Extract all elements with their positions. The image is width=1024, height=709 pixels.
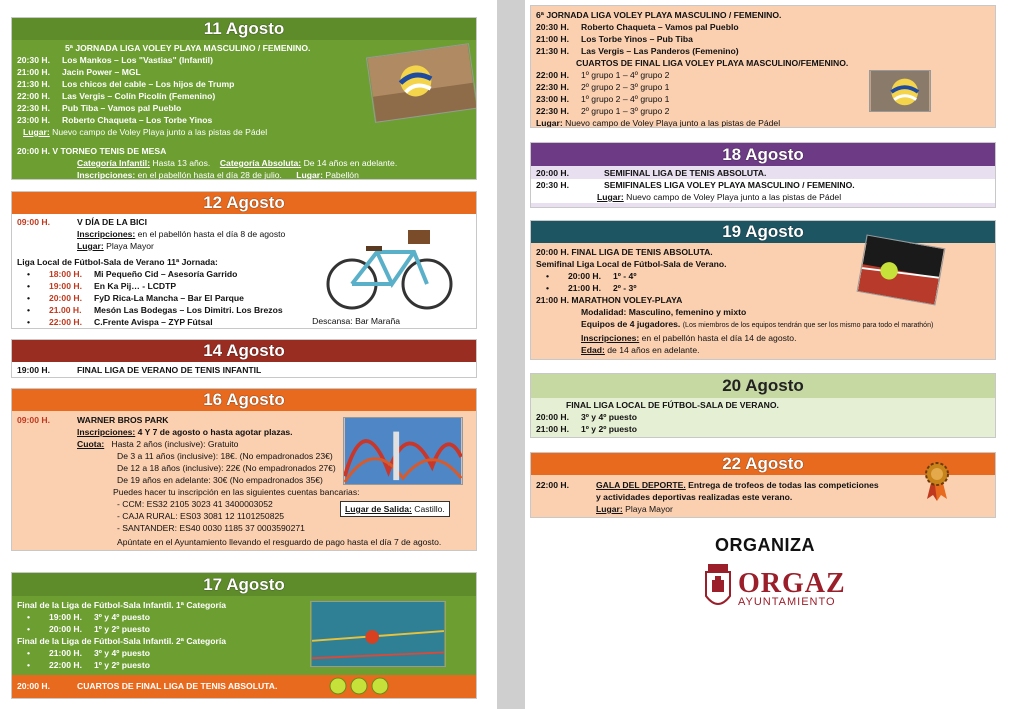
item-text: Roberto Chaqueta – Los Torbe Yinos: [62, 115, 213, 125]
match-row: [536, 45, 990, 57]
item-text: 2º - 3º: [613, 283, 637, 293]
gala-text2: y actividades deportivas realizadas este verano.: [596, 492, 793, 502]
item-time: 21.00 H.: [49, 305, 82, 315]
edad-label: Edad:: [581, 345, 605, 355]
section-20-agosto: [530, 373, 996, 438]
cuota-label: Cuota:: [77, 439, 105, 449]
section-16-agosto: [11, 388, 477, 551]
item-time: 22:00 H.: [536, 70, 569, 80]
item-time: 22:00 H.: [49, 660, 82, 670]
item-time: 21:30 H.: [17, 79, 50, 89]
event-title: WARNER BROS PARK: [77, 415, 169, 425]
salida-value: Castillo.: [414, 504, 445, 514]
r1: 20:00 H. FINAL LIGA DE TENIS ABSOLUTA.: [536, 247, 713, 257]
cat-abs: De 14 años en adelante.: [303, 158, 398, 168]
cuartos-title: CUARTOS DE FINAL LIGA VOLEY PLAYA MASCULINO/FEMENINO.: [576, 58, 849, 68]
item-text: Mesón Las Bodegas – Los Dimitri. Los Brezos: [94, 305, 283, 315]
insc-label: Inscripciones:: [77, 427, 136, 437]
section-17-agosto: [11, 572, 477, 699]
cuota-value: Hasta 2 años (inclusive): Gratuito: [111, 439, 239, 449]
item-time: 23:00 H.: [536, 94, 569, 104]
item-text: 2º grupo 1 – 3º grupo 2: [581, 106, 670, 116]
list-item: De 19 años en adelante: 30€ (No empadronados 35€): [117, 475, 323, 485]
orgaz-logo-name: ORGAZ: [738, 568, 846, 599]
section-18-agosto: [530, 142, 996, 208]
cat2-title: Final de la Liga de Fútbol-Sala Infantil. 2ª Categoría: [17, 636, 226, 646]
item-time: 21:00 H.: [568, 283, 601, 293]
item-text: 1º y 2º puesto: [581, 424, 637, 434]
insc-value: en el pabellón hasta el día 28 de julio.: [137, 170, 282, 180]
r1-time: 20:00 H.: [536, 168, 569, 178]
item-text: 1º grupo 2 – 4º grupo 1: [581, 94, 670, 104]
lugar2-label: Lugar:: [296, 170, 324, 180]
lugar-label: Lugar:: [23, 127, 50, 137]
sub-title: FINAL LIGA LOCAL DE FÚTBOL-SALA DE VERANO.: [566, 400, 779, 410]
item-text: Pub Tiba – Vamos pal Pueblo: [62, 103, 182, 113]
bicycle-image: [322, 222, 457, 314]
item-text: 3º y 4º puesto: [94, 612, 150, 622]
match-row: [536, 411, 990, 423]
lugar-value: Playa Mayor: [106, 241, 154, 251]
item-text: Las Vergis – Colín Picolín (Femenino): [62, 91, 216, 101]
list-item: - CCM: ES32 2105 3023 41 3400003052: [117, 499, 273, 509]
event-time: 19:00 H.: [17, 365, 50, 375]
equipos: Equipos de 4 jugadores.: [581, 319, 681, 329]
volleyball-sand-image: [366, 43, 477, 123]
edad-value: de 14 años en adelante.: [607, 345, 700, 355]
jornada-title: 6ª JORNADA LIGA VOLEY PLAYA MASCULINO / FEMENINO.: [536, 10, 782, 20]
section-title: 20 Agosto: [531, 374, 995, 398]
item-text: FyD Rica-La Mancha – Bar El Parque: [94, 293, 244, 303]
equipos-note: (Los miembros de los equipos tendrán que ser los mismo para todo el marathón): [682, 322, 934, 329]
medal-icon: [923, 461, 951, 501]
item-time: 20:00 H.: [568, 271, 601, 281]
section-11-agosto: [11, 17, 477, 180]
organiza-label: ORGANIZA: [715, 535, 815, 555]
tenis-time: 20:00 H.: [17, 681, 50, 691]
item-time: 20:00 H.: [49, 293, 82, 303]
cat-inf-label: Categoría Infantil:: [77, 158, 151, 168]
insc-label: Inscripciones:: [581, 333, 640, 343]
lugar-label: Lugar:: [597, 192, 624, 202]
insc-value: 4 Y 7 de agosto o hasta agotar plazas.: [137, 427, 293, 437]
section-12-agosto: [11, 191, 477, 329]
cat-inf: Hasta 13 años.: [152, 158, 211, 168]
banks-intro: Puedes hacer tu inscripción en las siguientes cuentas bancarias:: [113, 487, 360, 497]
section-title: 22 Agosto: [531, 453, 995, 475]
section-title: 19 Agosto: [531, 221, 995, 243]
orgaz-logo-sub: AYUNTAMIENTO: [738, 596, 836, 608]
section-title: 12 Agosto: [12, 192, 476, 214]
match-row: [536, 33, 990, 45]
section-title: 14 Agosto: [12, 340, 476, 362]
bici-time: 09:00 H.: [17, 217, 50, 227]
r2: Semifinal Liga Local de Fútbol-Sala de Verano.: [536, 259, 727, 269]
tenis-title: 20:00 H. V TORNEO TENIS DE MESA: [17, 146, 167, 156]
event-text: FINAL LIGA DE VERANO DE TENIS INFANTIL: [77, 365, 262, 375]
gala-text: Entrega de trofeos de todas las competiciones: [688, 480, 879, 490]
section-22-agosto: [530, 452, 996, 518]
event-time: 09:00 H.: [17, 415, 50, 425]
footer-note: Apúntate en el Ayuntamiento llevando el resguardo de pago hasta el día 7 de agosto.: [117, 537, 442, 547]
match-row: [536, 21, 990, 33]
orgaz-crest-icon: [702, 562, 734, 612]
item-text: 3º y 4º puesto: [581, 412, 637, 422]
item-time: 23:00 H.: [17, 115, 50, 125]
descansa: Descansa: Bar Maraña: [312, 316, 400, 326]
item-time: 22:00 H.: [49, 317, 82, 327]
section-19-agosto: [530, 220, 996, 360]
tennis-balls-icon: [329, 677, 389, 695]
item-text: Los Torbe Yinos – Pub Tiba: [581, 34, 693, 44]
lugar-label: Lugar:: [77, 241, 104, 251]
marathon: 21:00 H. MARATHON VOLEY-PLAYA: [536, 295, 683, 305]
item-time: 21:30 H.: [536, 46, 569, 56]
item-time: 19:00 H.: [49, 281, 82, 291]
r1-text: SEMIFINAL LIGA DE TENIS ABSOLUTA.: [604, 168, 767, 178]
event-time: 22:00 H.: [536, 480, 569, 490]
section-voley-6-jornada: [530, 5, 996, 128]
lugar-label: Lugar:: [536, 118, 563, 128]
lugar-value: Playa Mayor: [625, 504, 673, 514]
lugar2-value: Pabellón: [325, 170, 359, 180]
lugar-label: Lugar:: [596, 504, 623, 514]
item-time: 19:00 H.: [49, 612, 82, 622]
item-time: 22:30 H.: [17, 103, 50, 113]
item-time: 21:00 H.: [536, 34, 569, 44]
insc-label: Inscripciones:: [77, 170, 136, 180]
cat1-title: Final de la Liga de Fútbol-Sala Infantil. 1ª Categoría: [17, 600, 226, 610]
list-item: - CAJA RURAL: ES03 3081 12 1101250825: [117, 511, 285, 521]
insc-value: en el pabellón hasta el día 14 de agosto.: [641, 333, 797, 343]
lugar-value: Nuevo campo de Voley Playa junto a las pistas de Pádel: [626, 192, 842, 202]
item-time: 21:00 H.: [49, 648, 82, 658]
r2-text: SEMIFINALES LIGA VOLEY PLAYA MASCULINO / FEMENINO.: [604, 180, 855, 190]
lugar-value: Nuevo campo de Voley Playa junto a las pistas de Pádel: [52, 127, 268, 137]
item-time: 22:00 H.: [17, 91, 50, 101]
insc-value: en el pabellón hasta el día 8 de agosto: [137, 229, 286, 239]
orgaz-logo: [700, 562, 855, 614]
rollercoaster-image: [343, 417, 463, 485]
item-time: 21:00 H.: [17, 67, 50, 77]
item-time: 18:00 H.: [49, 269, 82, 279]
item-text: En Ka Pij… - LCDTP: [94, 281, 177, 291]
item-text: Los Mankos – Los "Vastias" (Infantil): [62, 55, 213, 65]
item-text: 1º y 2º puesto: [94, 624, 150, 634]
modalidad: Modalidad: Masculino, femenino y mixto: [581, 307, 747, 317]
item-text: 3º y 4º puesto: [94, 648, 150, 658]
item-text: 1º y 2º puesto: [94, 660, 150, 670]
item-time: 22:30 H.: [536, 82, 569, 92]
section-subtitle: 5ª JORNADA LIGA VOLEY PLAYA MASCULINO / FEMENINO.: [65, 43, 311, 53]
item-text: C.Frente Avispa – ZYP Fútsal: [94, 317, 213, 327]
item-time: 21:00 H.: [536, 424, 569, 434]
section-title: 17 Agosto: [12, 573, 476, 596]
item-time: 20:00 H.: [536, 412, 569, 422]
volleyball-image: [869, 70, 931, 112]
tenis-text: CUARTOS DE FINAL LIGA DE TENIS ABSOLUTA.: [77, 681, 278, 691]
bici-title: V DÍA DE LA BICI: [77, 217, 148, 227]
match-row: [536, 423, 990, 435]
gala-label: GALA DEL DEPORTE.: [596, 480, 686, 490]
section-title: 11 Agosto: [12, 18, 476, 40]
salida-label: Lugar de Salida:: [345, 504, 412, 514]
salida-box: [340, 501, 450, 517]
list-item: - SANTANDER: ES40 0030 1185 37 0003590271: [117, 523, 305, 533]
section-title: 16 Agosto: [12, 389, 476, 411]
item-text: Los chicos del cable – Los hijos de Trump: [62, 79, 235, 89]
item-text: Jacin Power – MGL: [62, 67, 141, 77]
r2-time: 20:30 H.: [536, 180, 569, 190]
item-text: Mi Pequeño Cid – Asesoría Garrido: [94, 269, 238, 279]
item-time: 20:30 H.: [536, 22, 569, 32]
item-text: 1º grupo 1 – 4º grupo 2: [581, 70, 670, 80]
item-time: 20:30 H.: [17, 55, 50, 65]
item-text: Roberto Chaqueta – Vamos pal Pueblo: [581, 22, 739, 32]
item-text: 2º grupo 2 – 3º grupo 1: [581, 82, 670, 92]
page-gutter: [497, 0, 525, 709]
item-time: 20:00 H.: [49, 624, 82, 634]
liga-title: Liga Local de Fútbol-Sala de Verano 11ª Jornada:: [17, 257, 218, 267]
cat-abs-label: Categoría Absoluta:: [219, 158, 302, 168]
item-time: 22:30 H.: [536, 106, 569, 116]
section-title: 18 Agosto: [531, 143, 995, 166]
futsal-court-image: [310, 601, 446, 667]
item-text: Las Vergis – Las Panderos (Femenino): [581, 46, 739, 56]
list-item: De 3 a 11 años (inclusive): 18€. (No empadronados 23€): [117, 451, 333, 461]
lugar-value: Nuevo campo de Voley Playa junto a las pistas de Pádel: [565, 118, 781, 128]
section-14-agosto: [11, 339, 477, 378]
list-item: De 12 a 18 años (inclusive): 22€ (No empadronados 27€): [117, 463, 336, 473]
item-text: 1º - 4º: [613, 271, 637, 281]
insc-label: Inscripciones:: [77, 229, 136, 239]
match-row: [17, 316, 471, 328]
